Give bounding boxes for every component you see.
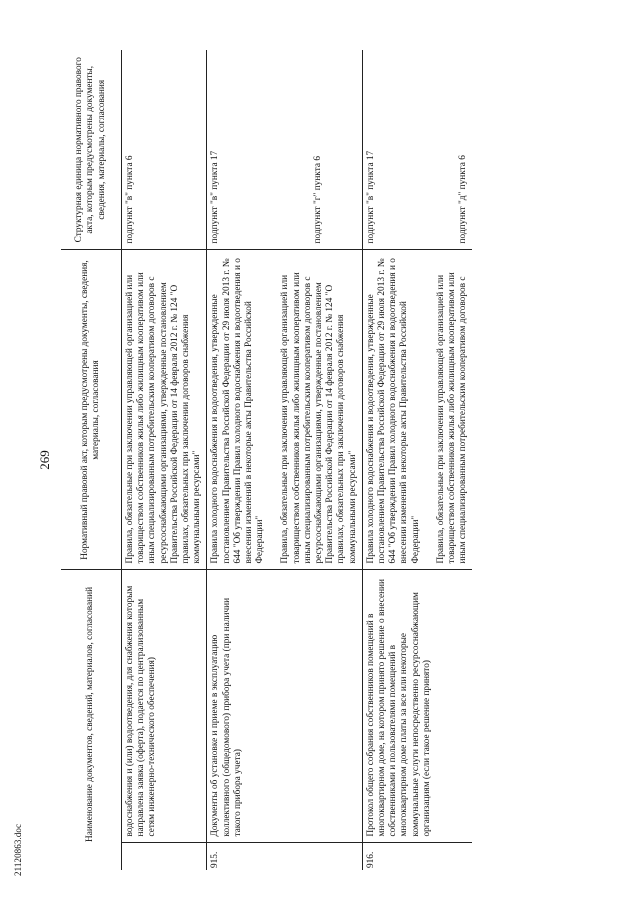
legal-act: Правила, обязательные при заключении управляющей организацией или товариществом собственников жилья либо жилищным кооперативом или иным специализированным потребительским кооперативом договоров с ресурсоснабжающими организациями, утвержденные постановлением Правительства Российской Федерации от 14 февраля 2012 г. № 124 "О правилах, обязательных при заключении договоров снабжения коммунальными ресурсами" — [280, 272, 358, 564]
legal-act-cell — [122, 250, 207, 570]
footer-filename: 21120863.doc — [13, 823, 23, 876]
structural-unit: подпункт "г" пункта 6 — [313, 156, 324, 244]
rotated-table-sheet — [13, 50, 577, 876]
page-number: 269 — [37, 450, 52, 470]
table-header-row — [61, 50, 122, 870]
row-number: 916. — [365, 851, 376, 868]
structural-unit-cell — [122, 50, 207, 250]
document-name: водоснабжения и (или) водоотведения, для снабжения которым направлена заявка (оферта), подается по централизованным сетям инженерно-технического обеспечения) — [122, 570, 207, 843]
document-name: Протокол общего собрания собственников помещений в многоквартирном доме, на котором принято решение о внесении собственниками и пользователями помещений в многоквартирном доме платы за все или некоторые коммунальные услуги непосредственно ресурсоснабжающим организациям (если такое решение принято) — [362, 570, 472, 843]
header-act: Нормативный правовой акт, которым предусмотрены документы, сведения, материалы, согласования — [61, 250, 122, 570]
table-row — [362, 50, 472, 870]
structural-unit: подпункт "в" пункта 17 — [210, 150, 221, 244]
table-row — [207, 50, 362, 870]
structural-unit: подпункт "в" пункта 17 — [365, 150, 376, 244]
legal-act-cell — [362, 250, 472, 570]
table-row — [122, 50, 207, 870]
legal-act: Правила, обязательные при заключении управляющей организацией или товариществом собственников жилья либо жилищным кооперативом или иным специализированным потребительским кооперативом договоров с — [435, 272, 469, 564]
legal-act: Правила, обязательные при заключении управляющей организацией или товариществом собственников жилья либо жилищным кооперативом или иным специализированным потребительским кооперативом договоров с ресурсоснабжающими организациями, утвержденные постановлением Правительства Российской Федерации от 14 февраля 2012 г. № 124 "О правилах, обязательных при заключении договоров снабжения коммунальными ресурсами" — [125, 272, 203, 564]
header-unit: Структурная единица нормативного правового акта, которым предусмотрены документы, сведения, материалы, согласования — [61, 50, 122, 250]
structural-unit-cell — [207, 50, 362, 250]
legal-act-cell — [207, 250, 362, 570]
structural-unit: подпункт "д" пункта 6 — [457, 155, 468, 244]
structural-unit-cell — [362, 50, 472, 250]
requirements-table — [61, 50, 472, 870]
row-number — [122, 843, 207, 870]
legal-act: Правила холодного водоснабжения и водоотведения, утвержденные постановлением Правительства Российской Федерации от 29 июля 2013 г. № 644 "Об утверждении Правил холодного водоснабжения и водоотведения и о внесении изменений в некоторые акты Правительства Российской Федерации" — [210, 258, 266, 564]
legal-act: Правила холодного водоснабжения и водоотведения, утвержденные постановлением Правительства Российской Федерации от 29 июля 2013 г. № 644 "Об утверждении Правил холодного водоснабжения и водоотведения и о внесении изменений в некоторые акты Правительства Российской Федерации" — [365, 258, 421, 564]
header-name: Наименование документов, сведений, материалов, согласований — [61, 570, 122, 870]
document-name: Документы об установке и приеме в эксплуатацию коллективного (общедомового) прибора учета (при наличии такого прибора учета) — [207, 570, 362, 843]
row-number: 915. — [207, 843, 362, 870]
structural-unit: подпункт "в" пункта 6 — [125, 155, 135, 244]
